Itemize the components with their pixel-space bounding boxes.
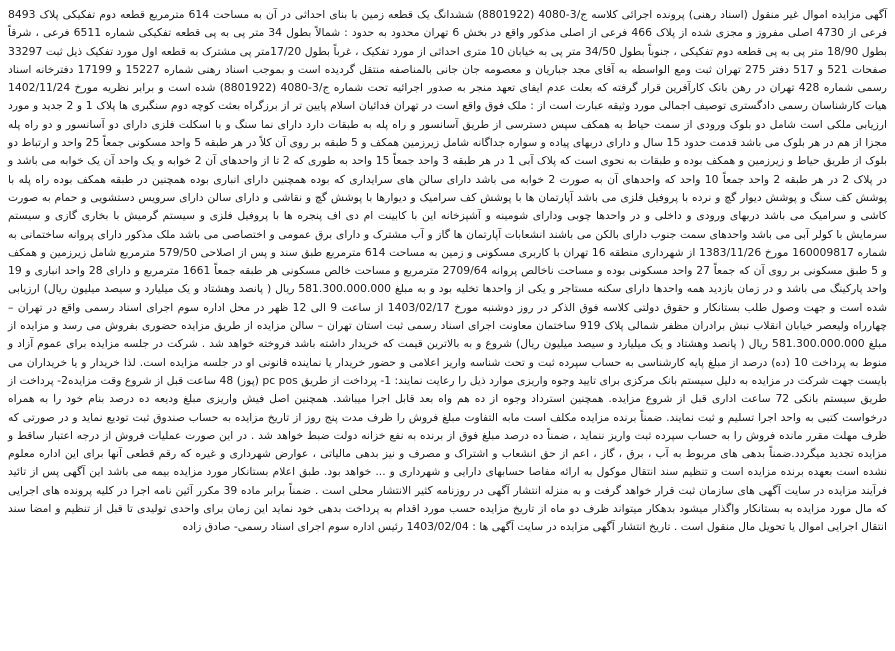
auction-notice-text: آگهی مزایده اموال غیر منقول (اسناد رهنی) پرونده اجرائی کلاسه ج/3-4080 (8801922) ششدانگ یک قطعه زمین با بنای احداثی در آن به مساحت 614 مترمربع قطعه دوم تفکیکی پلاک 8493 فرعی از 4730 اصلی مفروز و مجزی شده از پلاک 466 فرعی از اصلی مذکور واقع در بخش 6 تهران محدود به حدود : شمالاً بطول 34 متر پی به پی قطعه تفکیکی شماره 6511 فرعی ، شرقاً بطول 18/90 متر پی به پی قطعه دوم تفکیکی ، جنوباً بطول 34/50 متر پی به خیابان 10 متری احداثی از مورد تفکیک ، غرباً بطول 17/20متر پی مشترک به قطعه اول مورد تفکیک ذیل ثبت 33297 صفحات 521 و 517 دفتر 275 تهران ثبت ومع الواسطه به آقای مجد جباریان و معصومه جان جانی بالمناصفه منتقل گردیده است و بموجب اسناد رهنی شماره 15227 و 17199 دفترخانه اسناد رسمی شماره 428 تهران در رهن بانک کارآفرین قرار گرفته که بعلت عدم ایفای تعهد منجر به صدور اجرائیه تحت شماره ج/3-4080 (8801922) شده است و برابر نظریه مورخ 1402/11/24 هیات کارشناسان رسمی دادگستری توصیف اجمالی مورد وثیقه عبارت است از : ملک فوق واقع است در تهران فدائیان اسلام پایین تر از برزگراه بعثت کوچه دوم سنگبری ها پلاک 1 و 2 جدید و مورد ارزیابی ملکی است شامل دو بلوک ورودی از سمت حیاط به همکف سپس دسترسی از طریق آسانسور و راه پله به طبقات دارد دارای نما سنگ و با اسکلت فلزی دارای دو آسانسور و دو راه پله مجزا از هم در هر بلوک می باشد قدمت حدود 15 سال و دارای دربهای پیاده و سواره جداگانه شامل زیرزمین همکف و 5 طبقه بر روی آن کلاً در هر طبقه 5 واحد مسکونی جمعاً 25 واحد و ارتباط دو بلوک از طریق حیاط و زیرزمین و همکف بوده و طبقات به نحوی است که پلاک آبی 1 در هر طبقه 3 واحد جمعاً 15 واحد به طوری که 2 تا از واحدهای آن 2 خوابه و یک واحد آن یک خوابه می باشد و در پلاک 2 در هر طبقه 2 واحد جمعاً 10 واحد که واحدهای آن به صورت 2 خوابه می باشد دارای سالن های سرایداری که بوده همچنین دارای انباری بوده همچنین در طبقه همکف بوده راه پله با پوشش کف سنگ و پوشش دیوار گچ و نرده با پروفیل فلزی می باشد آپارتمان ها با پوشش کف سرامیک و دیوارها با پوشش گچ و نقاشی و دارای سالن دارای سرویس دستشویی و حمام به صورت کاشی و سرامیک می باشد دربهای ورودی و داخلی و در واحدها چوبی ودارای شومینه و آشپزخانه این با کابینت ام دی اف پنجره ها با پروفیل فلزی و سیستم گرمیش با بخاری گازی و سیستم سرمایش با کولر آبی می باشد واحدهای سمت جنوب دارای بالکن می باشند انشعابات آپارتمان ها گاز و آب مشترک و دارای برق عمومی و اختصاصی می باشد ملک مذکور دارای پروانه ساختمانی به شماره 160009817 مورخ 1383/11/26 از شهرداری منطقه 16 تهران با کاربری مسکونی و زمین به مساحت 614 مترمربع طبق سند و پس از اصلاحی 579/50 مترمربع شامل زیرزمین و همکف و 5 طبق مسکونی بر روی آن که جمعاً 27 واحد مسکونی بوده و مساحت ناخالص پروانه 2709/64 مترمربع و مساحت خالص مسکونی هر طبقه جمعاً 1661 مترمربع و دارای 28 واحد انباری و 19 واحد پارکینگ می باشد و در زمان بازدید همه واحدها دارای سکنه مستاجر و یکی از واحدها تخلیه بود و به مبلغ 581.300.000.000 ریال ( پانصد وهشتاد و یک میلیارد و سیصد میلیون ریال) ارزیابی شده است و جهت وصول طلب بستانکار و حقوق دولتی کلاسه فوق الذکر در روز دوشنبه مورخ 1403/02/17 از ساعت 9 الی 12 ظهر در محل اداره سوم اجرای اسناد رسمی واقع در تهران – چهارراه ولیعصر خیابان انقلاب نبش برادران مظفر شمالی پلاک 919 ساختمان معاونت اجرای اسناد رسمی ثبت استان تهران – سالن مزایده از طریق مزایده حضوری بفروش می رسد و مزایده از مبلغ 581.300.000.000 ریال ( پانصد وهشتاد و یک میلیارد و سیصد میلیون ریال) شروع و به بالاترین قیمت که خریدار داشته باشد فروخته خواهد شد . شرکت در جلسه مزایده برای عموم آزاد و منوط به پرداخت 10 (ده) درصد از مبلغ پایه کارشناسی به حساب سپرده ثبت و تحت شناسه واریز اعلامی و حضور خریدار یا نماینده قانونی او در جلسه مزایده است. لذا خریدار و یا خریداران می بایست جهت شرکت در مزایده به دلیل سیستم بانک مرکزی برای تایید وجوه واریزی موارد ذیل را رعایت نمایند: 1- پرداخت از طریق pc pos (پوز) 48 ساعت قبل از شروع وقت مزایده2- پرداخت از طریق سیستم بانکی 72 ساعت اداری قبل از شروع مزایده. همچنین استرداد وجوه از ده هم واه بعد قابل اجرا میباشد. همچنین اصل فیش واریزی مبلغ ودیعه ده درصد بنام خود را به همراه درخواست کتبی به واحد اجرا تسلیم و ثبت نمایند. ضمناً برنده مزایده مکلف است مابه التفاوت مبلغ فروش را ظرف مدت پنج روز از تاریخ مزایده به حساب صندوق ثبت تودیع نماید و در صورتی که ظرف مهلت مقرر مانده فروش را به حساب سپرده ثبت واریز ننماید ، ضمناً ده درصد مبلغ فوق از برنده به نفع خزانه دولت ضبط خواهد شد . در این صورت عملیات فروش از درجه اعتبار ساقط و مزایده تجدید میگردد.ضمناً بدهی های مربوط به آب ، برق ، گاز ، اعم از حق انشعاب و اشتراک و مصرف و نیز بدهی مالیاتی ، عوارض شهرداری و غیره که رقم قطعی آنها برای این اداره معلوم نشده است بعهده برنده مزایده است و تنظیم سند انتقال موکول به ارائه مفاصا حسابهای دارایی و شهرداری و ... خواهد بود. طبق اعلام بستانکار مورد مزایده بیمه می باشد این آگهی پس از تائید فرآیند مزایده در سایت آگهی های سازمان ثبت قرار خواهد گرفت و به منزله انتشار آگهی در روزنامه کثیر الانتشار محلی است . ضمناً برابر ماده 39 مکرر آئین نامه اجرا در کلیه پرونده های اجرایی که مال مورد مزایده به بستانکار واگذار میشود بدهکار میتواند ظرف دو ماه از تاریخ مزایده حسب مورد اقدام به پرداخت بدهی خود نماید این زمان برای واحدی تولیدی تا قبل از تنظیم و امضا سند انتقال اجرایی اموال یا تحویل مال منقول است . تاریخ انتشار آگهی مزایده در سایت آگهی ها : 1403/02/04 رئیس اداره سوم اجرای اسناد رسمی- صادق زاده bbox=[8, 8, 888, 534]
